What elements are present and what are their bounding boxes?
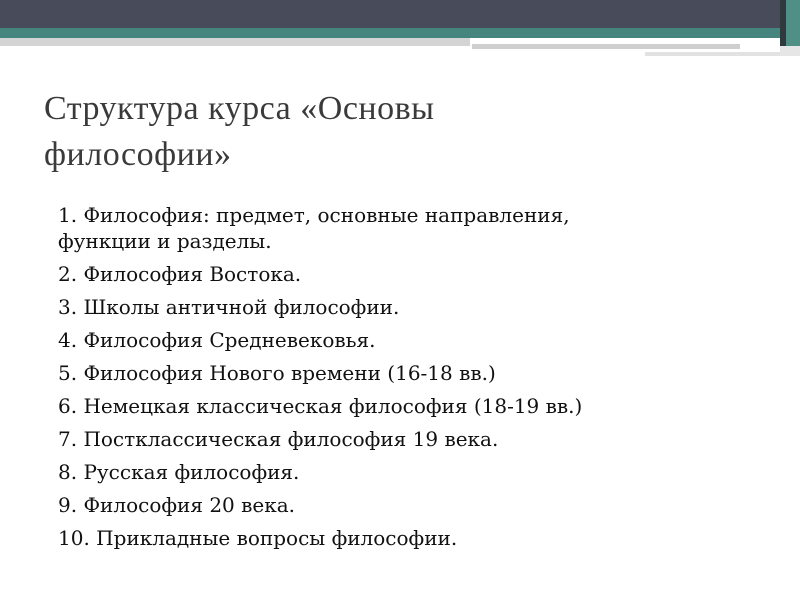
header-bar-gray-short <box>472 44 740 49</box>
list-item <box>58 426 778 452</box>
list-item <box>58 202 778 254</box>
list-item <box>58 261 778 287</box>
list-item-text-continued: функции и разделы. <box>58 229 272 253</box>
list-item <box>58 360 778 386</box>
header-bar-gray-right <box>645 52 785 56</box>
list-item-text: 2. Философия Востока. <box>58 262 302 286</box>
course-outline-list <box>58 202 778 558</box>
list-item <box>58 393 778 419</box>
list-item-text: 1. Философия: предмет, основные направления, <box>58 203 570 227</box>
list-item-text: 7. Постклассическая философия 19 века. <box>58 427 499 451</box>
header-bar-dark <box>0 0 780 28</box>
header-bar-teal <box>0 28 780 38</box>
slide-title-line2: философии» <box>44 136 232 173</box>
slide-title <box>44 86 744 178</box>
header-bar-gray <box>0 38 470 46</box>
list-item-text: 9. Философия 20 века. <box>58 493 296 517</box>
list-item-text: 3. Школы античной философии. <box>58 295 400 319</box>
list-item <box>58 459 778 485</box>
corner-accent-light <box>780 46 800 56</box>
list-item <box>58 294 778 320</box>
corner-accent-teal <box>786 0 800 46</box>
list-item <box>58 327 778 353</box>
slide-title-line1: Структура курса «Основы <box>44 90 435 127</box>
list-item <box>58 492 778 518</box>
list-item-text: 8. Русская философия. <box>58 460 300 484</box>
list-item-text: 5. Философия Нового времени (16-18 вв.) <box>58 361 496 385</box>
list-item-text: 6. Немецкая классическая философия (18-19 вв.) <box>58 394 583 418</box>
list-item-text: 10. Прикладные вопросы философии. <box>58 526 458 550</box>
list-item-text: 4. Философия Средневековья. <box>58 328 376 352</box>
list-item <box>58 525 778 551</box>
